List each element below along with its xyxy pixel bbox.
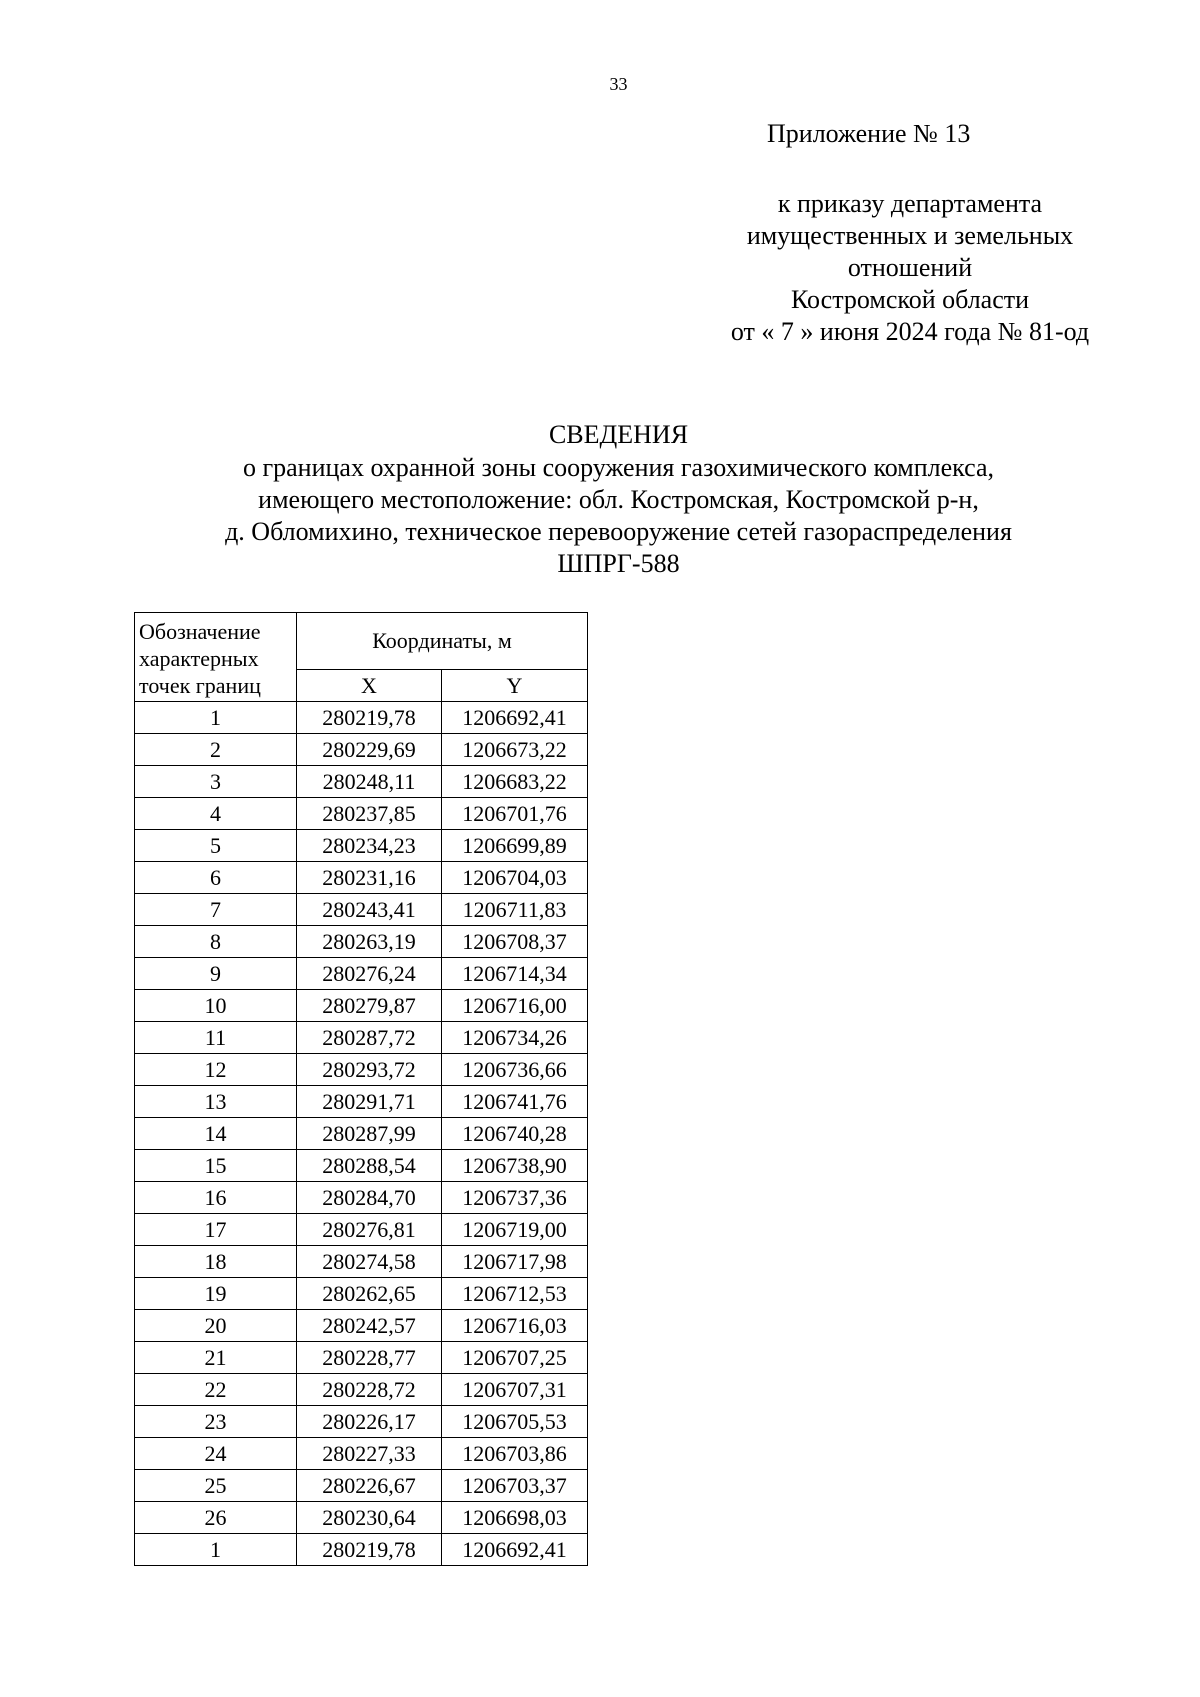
y-cell: 1206716,00: [442, 990, 588, 1022]
x-cell: 280229,69: [297, 734, 442, 766]
table-row: [135, 1214, 588, 1246]
table-row: [135, 1310, 588, 1342]
point-cell: 13: [135, 1086, 297, 1118]
x-cell: 280226,17: [297, 1406, 442, 1438]
point-cell: 26: [135, 1502, 297, 1534]
x-cell: 280284,70: [297, 1182, 442, 1214]
y-cell: 1206692,41: [442, 1534, 588, 1566]
point-cell: 16: [135, 1182, 297, 1214]
x-cell: 280234,23: [297, 830, 442, 862]
point-cell: 25: [135, 1470, 297, 1502]
x-cell: 280288,54: [297, 1150, 442, 1182]
x-cell: 280231,16: [297, 862, 442, 894]
table-row: [135, 1374, 588, 1406]
y-cell: 1206703,37: [442, 1470, 588, 1502]
x-cell: 280228,72: [297, 1374, 442, 1406]
coordinates-table: [134, 612, 588, 1566]
table-row: [135, 894, 588, 926]
table-row: [135, 1278, 588, 1310]
table-row: [135, 1022, 588, 1054]
table-row: [135, 1406, 588, 1438]
table-row: [135, 958, 588, 990]
x-cell: 280276,81: [297, 1214, 442, 1246]
x-cell: 280248,11: [297, 766, 442, 798]
x-cell: 280262,65: [297, 1278, 442, 1310]
x-cell: 280293,72: [297, 1054, 442, 1086]
table-row: [135, 1438, 588, 1470]
point-cell: 19: [135, 1278, 297, 1310]
table-row: [135, 926, 588, 958]
point-cell: 2: [135, 734, 297, 766]
x-column-header: X: [297, 670, 442, 702]
subtitle-line: ШПРГ-588: [557, 549, 680, 578]
y-cell: 1206712,53: [442, 1278, 588, 1310]
y-cell: 1206692,41: [442, 702, 588, 734]
point-cell: 15: [135, 1150, 297, 1182]
table-row: [135, 1086, 588, 1118]
x-cell: 280219,78: [297, 1534, 442, 1566]
table-row: [135, 734, 588, 766]
table-row: [135, 830, 588, 862]
point-cell: 3: [135, 766, 297, 798]
y-cell: 1206683,22: [442, 766, 588, 798]
order-line: к приказу департамента: [777, 189, 1043, 218]
y-cell: 1206673,22: [442, 734, 588, 766]
x-cell: 280287,99: [297, 1118, 442, 1150]
point-cell: 24: [135, 1438, 297, 1470]
order-line: Костромской области: [790, 285, 1030, 314]
point-cell: 21: [135, 1342, 297, 1374]
point-header-line: точек границ: [139, 673, 261, 698]
point-cell: 20: [135, 1310, 297, 1342]
y-cell: 1206736,66: [442, 1054, 588, 1086]
order-line: от « 7 » июня 2024 года № 81-од: [730, 317, 1090, 346]
x-cell: 280226,67: [297, 1470, 442, 1502]
x-cell: 280228,77: [297, 1342, 442, 1374]
y-column-header: Y: [442, 670, 588, 702]
point-cell: 23: [135, 1406, 297, 1438]
y-cell: 1206707,31: [442, 1374, 588, 1406]
x-cell: 280287,72: [297, 1022, 442, 1054]
page-number: 33: [609, 74, 628, 94]
table-row: [135, 1502, 588, 1534]
table-row: [135, 1534, 588, 1566]
table-row: [135, 990, 588, 1022]
y-cell: 1206719,00: [442, 1214, 588, 1246]
table-row: [135, 1118, 588, 1150]
point-cell: 1: [135, 1534, 297, 1566]
y-cell: 1206717,98: [442, 1246, 588, 1278]
point-cell: 17: [135, 1214, 297, 1246]
subtitle-line: имеющего местоположение: обл. Костромская, Костромской р-н,: [258, 485, 979, 514]
point-cell: 8: [135, 926, 297, 958]
y-cell: 1206708,37: [442, 926, 588, 958]
coordinates-header: Координаты, м: [297, 613, 588, 670]
order-reference: [640, 188, 1180, 348]
table-row: [135, 1054, 588, 1086]
x-cell: 280237,85: [297, 798, 442, 830]
y-cell: 1206714,34: [442, 958, 588, 990]
y-cell: 1206711,83: [442, 894, 588, 926]
subtitle-line: д. Обломихино, техническое перевооружение сетей газораспределения: [225, 517, 1012, 546]
point-cell: 10: [135, 990, 297, 1022]
y-cell: 1206698,03: [442, 1502, 588, 1534]
point-cell: 14: [135, 1118, 297, 1150]
point-cell: 4: [135, 798, 297, 830]
point-cell: 18: [135, 1246, 297, 1278]
y-cell: 1206707,25: [442, 1342, 588, 1374]
y-cell: 1206705,53: [442, 1406, 588, 1438]
point-cell: 6: [135, 862, 297, 894]
appendix-label: Приложение № 13: [767, 119, 971, 148]
y-cell: 1206741,76: [442, 1086, 588, 1118]
y-cell: 1206738,90: [442, 1150, 588, 1182]
subtitle-line: о границах охранной зоны сооружения газохимического комплекса,: [242, 453, 995, 482]
x-cell: 280291,71: [297, 1086, 442, 1118]
y-cell: 1206716,03: [442, 1310, 588, 1342]
x-cell: 280227,33: [297, 1438, 442, 1470]
point-cell: 9: [135, 958, 297, 990]
table-row: [135, 766, 588, 798]
x-cell: 280276,24: [297, 958, 442, 990]
point-cell: 22: [135, 1374, 297, 1406]
point-cell: 7: [135, 894, 297, 926]
point-column-header: [135, 613, 297, 702]
y-cell: 1206734,26: [442, 1022, 588, 1054]
y-cell: 1206704,03: [442, 862, 588, 894]
order-line: имущественных и земельных: [746, 221, 1074, 250]
point-cell: 1: [135, 702, 297, 734]
coordinates-table-body: [135, 702, 588, 1566]
x-cell: 280242,57: [297, 1310, 442, 1342]
y-cell: 1206699,89: [442, 830, 588, 862]
y-cell: 1206740,28: [442, 1118, 588, 1150]
x-cell: 280219,78: [297, 702, 442, 734]
x-cell: 280243,41: [297, 894, 442, 926]
point-header-line: Обозначение: [139, 619, 261, 644]
table-row: [135, 1342, 588, 1374]
point-cell: 12: [135, 1054, 297, 1086]
document-title: СВЕДЕНИЯ: [548, 420, 689, 449]
x-cell: 280274,58: [297, 1246, 442, 1278]
table-row: [135, 702, 588, 734]
table-row: [135, 1150, 588, 1182]
point-header-line: характерных: [139, 646, 259, 671]
order-line: отношений: [847, 253, 973, 282]
x-cell: 280230,64: [297, 1502, 442, 1534]
document-subtitle: [0, 452, 1200, 580]
x-cell: 280279,87: [297, 990, 442, 1022]
y-cell: 1206737,36: [442, 1182, 588, 1214]
table-row: [135, 862, 588, 894]
x-cell: 280263,19: [297, 926, 442, 958]
table-row: [135, 1182, 588, 1214]
point-cell: 5: [135, 830, 297, 862]
y-cell: 1206701,76: [442, 798, 588, 830]
table-row: [135, 1470, 588, 1502]
point-cell: 11: [135, 1022, 297, 1054]
table-row: [135, 1246, 588, 1278]
table-row: [135, 798, 588, 830]
y-cell: 1206703,86: [442, 1438, 588, 1470]
